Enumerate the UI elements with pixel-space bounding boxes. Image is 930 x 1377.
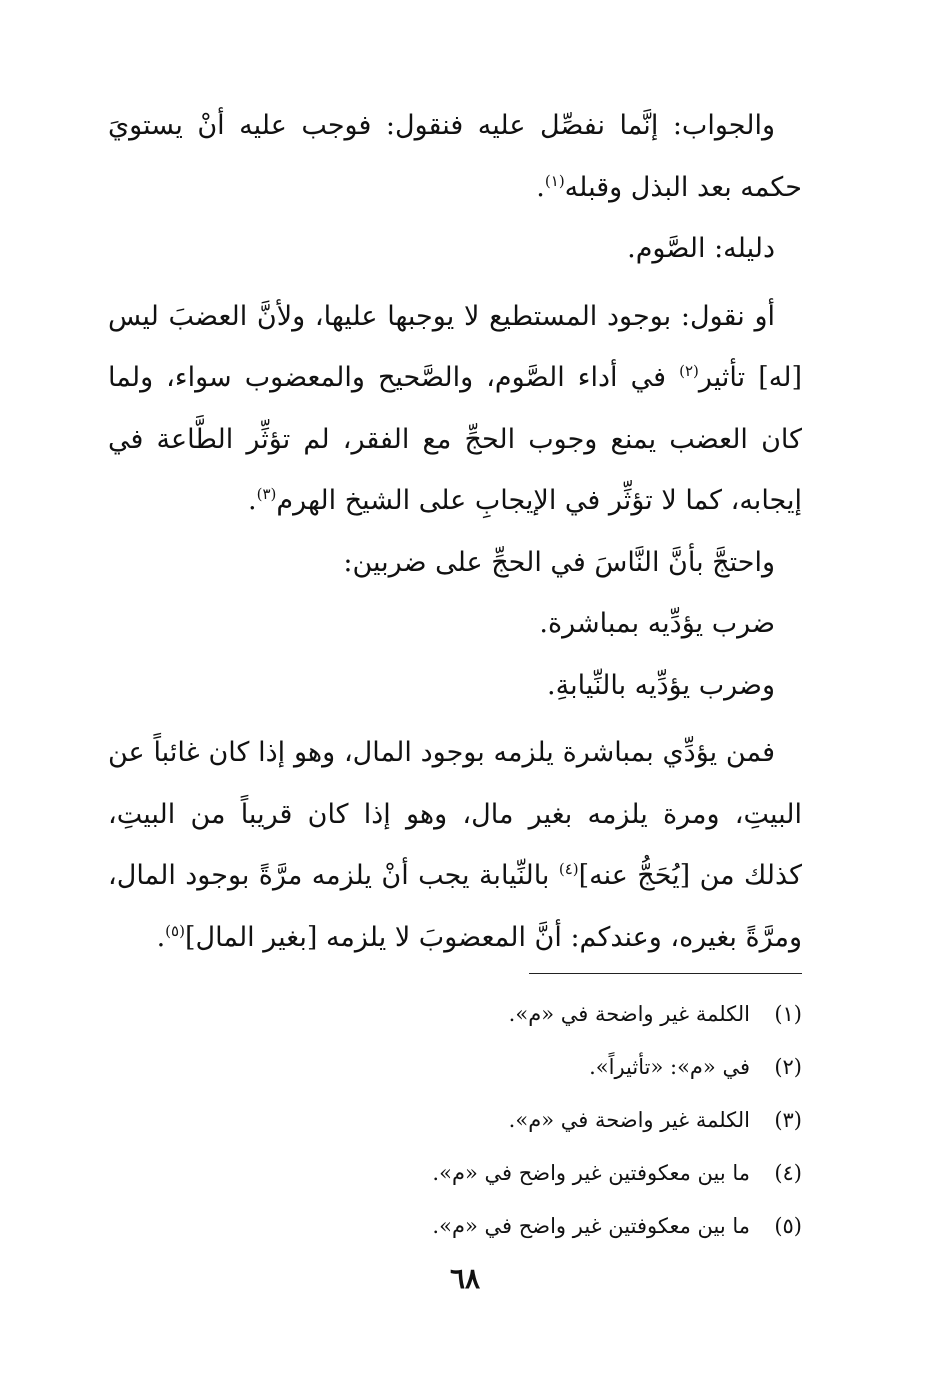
footnote-ref-4: (٤): [558, 860, 579, 878]
footnote-item: (٢)في «م»: «تأثيراً».: [589, 1055, 802, 1079]
paragraph-type-proxy: وضرب يؤدِّيه بالنِّيابةِ.: [547, 669, 775, 701]
paragraph-answer: والجواب: إنَّما نفصِّل عليه فنقول: فوجب عليه أنْ يستويَ حكمه بعد البذل وقبله$^{(١)}$.: [108, 110, 802, 203]
paragraph-or-we-say: أو نقول: بوجود المستطيع لا يوجبها عليها، ولأنَّ العضبَ ليس [له] تأثير$^{(٢)}$ في أداء الصَّوم، والصَّحيح والمعضوب سواء، ولما كان العضب يمنع وجوب الحجِّ مع الفقر، لم تؤثِّر الطَّاعة في إيجابه، كما لا تؤثِّر في الإيجابِ على الشيخ الهرم$^{(٣)}$.: [108, 300, 802, 516]
footnote-ref-3: (٣): [256, 485, 277, 503]
footnote-ref-2: (٢): [679, 362, 699, 380]
footnotes: [120, 988, 802, 1253]
paragraph-type-direct: ضرب يؤدِّيه بمباشرة.: [539, 608, 775, 639]
paragraph-evidence: دليله: الصَّوم.: [627, 233, 775, 264]
paragraph-conclusion: فمن يؤدِّي بمباشرة يلزمه بوجود المال، وهو إذا كان غائباً عن البيتِ، ومرة يلزمه بغير مال، وهو إذا كان قريباً من البيتِ، كذلك من [يُحَجُّ عنه]$^{(٤)}$ بالنِّيابة يجب أنْ يلزمه مرَّةً بوجود المال، ومرَّةً بغيره، وعندكم: أنَّ المعضوبَ لا يلزمه [بغير المال]$^{(٥)}$.: [108, 737, 802, 953]
footnote-item: (٣)الكلمة غير واضحة في «م».: [508, 1108, 802, 1132]
footnote-divider: [529, 973, 802, 974]
main-text: [108, 95, 802, 968]
footnote-item: (٤)ما بين معكوفتين غير واضح في «م».: [432, 1161, 802, 1185]
footnote-item: (٥)ما بين معكوفتين غير واضح في «م».: [432, 1214, 802, 1238]
paragraph-argument: واحتجَّ بأنَّ النَّاسَ في الحجِّ على ضربين:: [343, 546, 775, 578]
page-number: ٦٨: [449, 1262, 481, 1295]
footnote-ref-1: (١): [544, 171, 565, 190]
footnote-ref-5: (٥): [165, 921, 185, 940]
footnote-item: (١)الكلمة غير واضحة في «م».: [508, 1002, 802, 1026]
